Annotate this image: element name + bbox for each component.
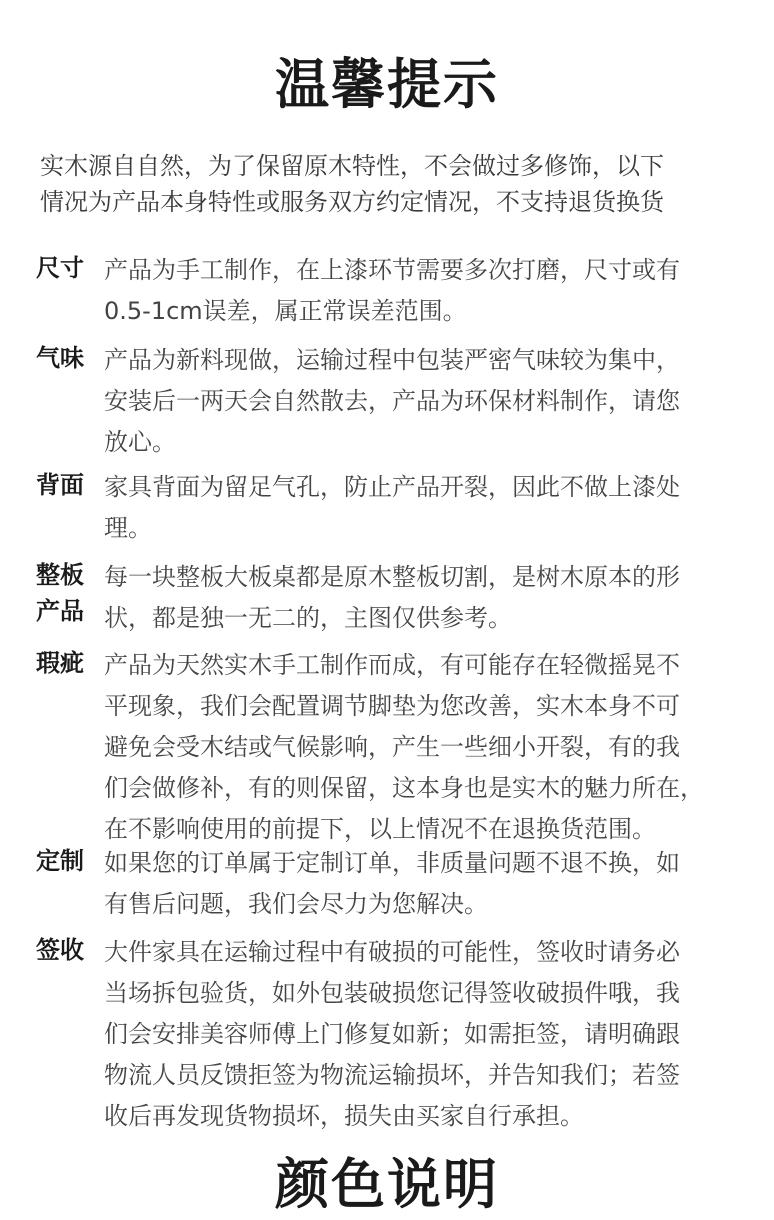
intro-paragraph <box>40 148 740 220</box>
item-label: 尺寸 <box>36 254 84 282</box>
item-label: 整板 产品 <box>36 561 84 625</box>
item-label: 瑕疵 <box>36 649 84 677</box>
item-body: 产品为手工制作，在上漆环节需要多次打磨，尺寸或有 0.5-1cm误差，属正常误差范围。 <box>104 256 680 325</box>
item-body: 大件家具在运输过程中有破损的可能性，签收时请务必 当场拆包验货，如外包装破损您记得签收破损件哦，我 们会安排美容师傅上门修复如新；如需拒签，请明确跟 物流人员反馈拒签为物流运输损坏，并告知我们；若签 收后再发现货物损坏，损失由买家自行承担。 <box>104 938 680 1130</box>
page-title: 温馨提示 <box>275 53 499 116</box>
intro-line: 情况为产品本身特性或服务双方约定情况，不支持退货换货 <box>40 188 664 216</box>
item-body: 产品为新料现做，运输过程中包装严密气味较为集中， 安装后一两天会自然散去，产品为环保材料制作，请您 放心。 <box>104 346 680 456</box>
item-body: 每一块整板大板桌都是原木整板切割，是树木原本的形 状，都是独一无二的，主图仅供参考。 <box>104 563 680 632</box>
item-label: 定制 <box>36 847 84 875</box>
item-body: 如果您的订单属于定制订单，非质量问题不退不换，如 有售后问题，我们会尽力为您解决。 <box>104 849 680 918</box>
item-body: 家具背面为留足气孔，防止产品开裂，因此不做上漆处 理。 <box>104 473 680 542</box>
item-label: 签收 <box>36 936 84 964</box>
item-body: 产品为天然实木手工制作而成，有可能存在轻微摇晃不 平现象，我们会配置调节脚垫为您改善，实木本身不可 避免会受木结或气候影响，产生一些细小开裂，有的我 们会做修补，有的则保留，这本身也是实木的魅力所在， 在不影响使用的前提下，以上情况不在退换货范围。 <box>104 651 704 843</box>
item-label: 气味 <box>36 344 84 372</box>
item-label: 背面 <box>36 471 84 499</box>
section-title-color: 颜色说明 <box>275 1153 499 1216</box>
intro-line: 实木源自自然，为了保留原木特性，不会做过多修饰，以下 <box>40 152 664 180</box>
